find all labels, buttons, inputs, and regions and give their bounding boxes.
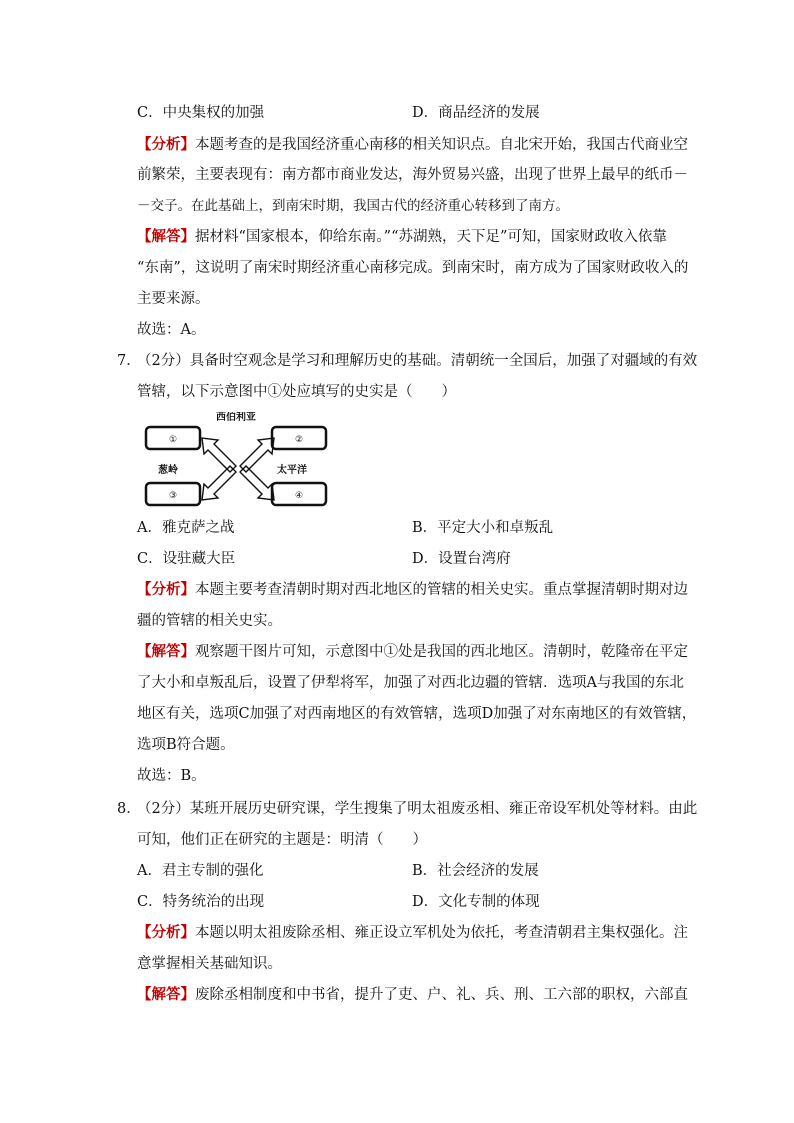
analysis-tag: 【分析】 [137,924,195,941]
q8-option-d: D．文化专制的体现 [412,894,540,910]
q8-analysis-line-2: 意掌握相关基础知识。 [137,956,282,972]
q7-answer-line-4: 选项B符合题。 [137,737,235,753]
diagram-box-4-number: ④ [294,491,304,501]
q7-stem-line-1: （2分）具备时空观念是学习和理解历史的基础。清朝统一全国后，加强了对疆域的有效 [137,353,698,369]
answer-tag: 【解答】 [137,643,195,660]
q7-option-d: D．设置台湾府 [412,551,511,567]
diagram-box-2-number: ② [294,435,304,445]
analysis-tag: 【分析】 [137,136,195,153]
q7-option-a: A．雅克萨之战 [137,520,235,536]
q6-option-d: D．商品经济的发展 [412,105,540,121]
q6-analysis-text-1: 本题考查的是我国经济重心南移的相关知识点。自北宋开始，我国古代商业空 [195,137,688,153]
q6-analysis-line-3: －交子。在此基础上，到南宋时期，我国古代的经济重心转移到了南方。 [137,198,569,214]
q7-answer-line-2: 了大小和卓叛乱后，设置了伊犁将军，加强了对西北边疆的管辖．选项A与我国的东北 [137,675,684,691]
q8-option-a: A．君主专制的强化 [137,863,264,879]
diagram-label-pacific: 太平洋 [277,465,307,476]
q8-option-c: C．特务统治的出现 [137,894,265,910]
four-direction-arrows [202,438,274,500]
answer-tag: 【解答】 [137,986,195,1003]
diagram-box-3-number: ③ [168,491,178,501]
diagram-box-1-number: ① [168,435,178,445]
diagram-label-siberia: 西伯利亚 [216,412,256,423]
q6-answer-line-1 [137,227,667,247]
q7-choice: 故选：B。 [137,768,206,784]
q7-analysis-line-1 [137,580,688,600]
q7-answer-text-1: 观察题干图片可知，示意图中①处是我国的西北地区。清朝时，乾隆帝在平定 [195,644,688,660]
q8-answer-line-1 [137,985,688,1005]
q8-option-b: B．社会经济的发展 [412,863,539,879]
q7-option-b: B．平定大小和卓叛乱 [412,520,554,536]
q8-answer-text-1: 废除丞相制度和中书省，提升了吏、户、礼、兵、刑、工六部的职权，六部直 [195,987,688,1003]
q8-stem-line-2: 可知，他们正在研究的主题是：明清（ ） [137,832,427,848]
q6-analysis-line-1 [137,135,688,155]
q6-option-c: C．中央集权的加强 [137,105,265,121]
q6-choice: 故选：A。 [137,322,206,338]
q8-stem-line-1: （2分）某班开展历史研究课，学生搜集了明太祖废丞相、雍正帝设军机处等材料。由此 [137,801,698,817]
q7-answer-line-3: 地区有关，选项C加强了对西南地区的有效管辖，选项D加强了对东南地区的有效管辖， [137,706,697,722]
q7-number: 7． [117,353,141,369]
q6-analysis-line-2: 前繁荣，主要表现有：南方都市商业发达，海外贸易兴盛，出现了世界上最早的纸币－ [137,167,688,183]
q7-answer-line-1 [137,642,688,662]
q7-option-c: C．设驻藏大臣 [137,551,236,567]
diagram-label-congling: 葱岭 [158,465,178,476]
q7-stem-line-2: 管辖，以下示意图中①处应填写的史实是（ ） [137,384,456,400]
answer-tag: 【解答】 [137,228,195,245]
q8-analysis-line-1 [137,923,688,943]
q8-number: 8． [117,801,141,817]
q7-analysis-line-2: 疆的管辖的相关史实。 [137,613,282,629]
q8-analysis-text-1: 本题以明太祖废除丞相、雍正设立军机处为依托，考查清朝君主集权强化。注 [195,925,688,941]
analysis-tag: 【分析】 [137,581,195,598]
q7-analysis-text-1: 本题主要考查清朝时期对西北地区的管辖的相关史实。重点掌握清朝时期对边 [195,582,688,598]
q7-schematic-diagram [140,412,340,512]
q6-answer-line-3: 主要来源。 [137,291,210,307]
q6-answer-text-1: 据材料“国家根本，仰给东南。”“苏湖熟，天下足”可知，国家财政收入依靠 [195,229,667,245]
q6-answer-line-2: “东南”，这说明了南宋时期经济重心南移完成。到南宋时，南方成为了国家财政收入的 [137,260,689,276]
